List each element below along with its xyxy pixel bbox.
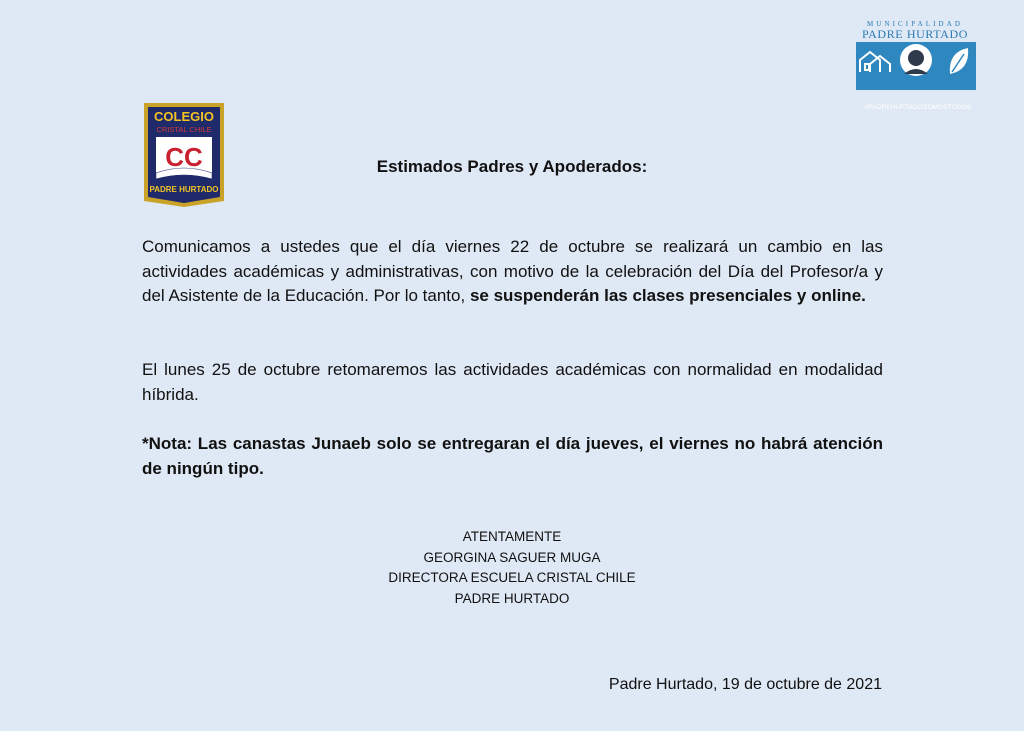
- paragraph-note: *Nota: Las canastas Junaeb solo se entregaran el día jueves, el viernes no habrá atención de ningún tipo.: [142, 434, 883, 478]
- paragraph-2: El lunes 25 de octubre retomaremos las actividades académicas con normalidad en modalidad híbrida.: [142, 360, 883, 404]
- letter-salutation: Estimados Padres y Apoderados:: [376, 157, 648, 176]
- signature-place: PADRE HURTADO: [454, 590, 570, 606]
- municipal-logo-box: [856, 42, 976, 111]
- houses-icon: [860, 52, 890, 72]
- leaf-icon: [950, 48, 968, 74]
- municipal-logo-name: PADRE HURTADO: [861, 27, 969, 41]
- person-portrait-icon: [900, 44, 932, 76]
- crest-monogram: CC: [165, 142, 203, 172]
- crest-line2: CRISTAL CHILE: [156, 125, 212, 134]
- municipal-logo: [854, 20, 976, 111]
- municipal-hashtag: #PADREHURTADOSOMOSTODOS: [864, 104, 972, 111]
- signature-block: [312, 527, 712, 609]
- paragraph-1: [142, 235, 883, 309]
- crest-line3: PADRE HURTADO: [149, 185, 219, 194]
- paragraph-1-bold: se suspenderán las clases presenciales y online.: [469, 286, 866, 305]
- paragraph-1-text: Comunicamos a ustedes que el día viernes 22 de octubre se realizará un cambio en las actividades académicas y administrativas, con motivo de la celebración del Día del Profesor/a y del Asistente de la Educación. Por lo tanto,: [142, 237, 883, 305]
- municipal-logo-top: MUNICIPALIDAD: [866, 20, 964, 28]
- signature-name: GEORGINA SAGUER MUGA: [423, 549, 601, 565]
- signature-title: DIRECTORA ESCUELA CRISTAL CHILE: [388, 570, 636, 585]
- crest-line1: COLEGIO: [154, 109, 214, 124]
- signature-closing: ATENTAMENTE: [462, 529, 562, 544]
- letter-date: Padre Hurtado, 19 de octubre de 2021: [608, 676, 882, 693]
- school-crest-logo: [142, 101, 226, 209]
